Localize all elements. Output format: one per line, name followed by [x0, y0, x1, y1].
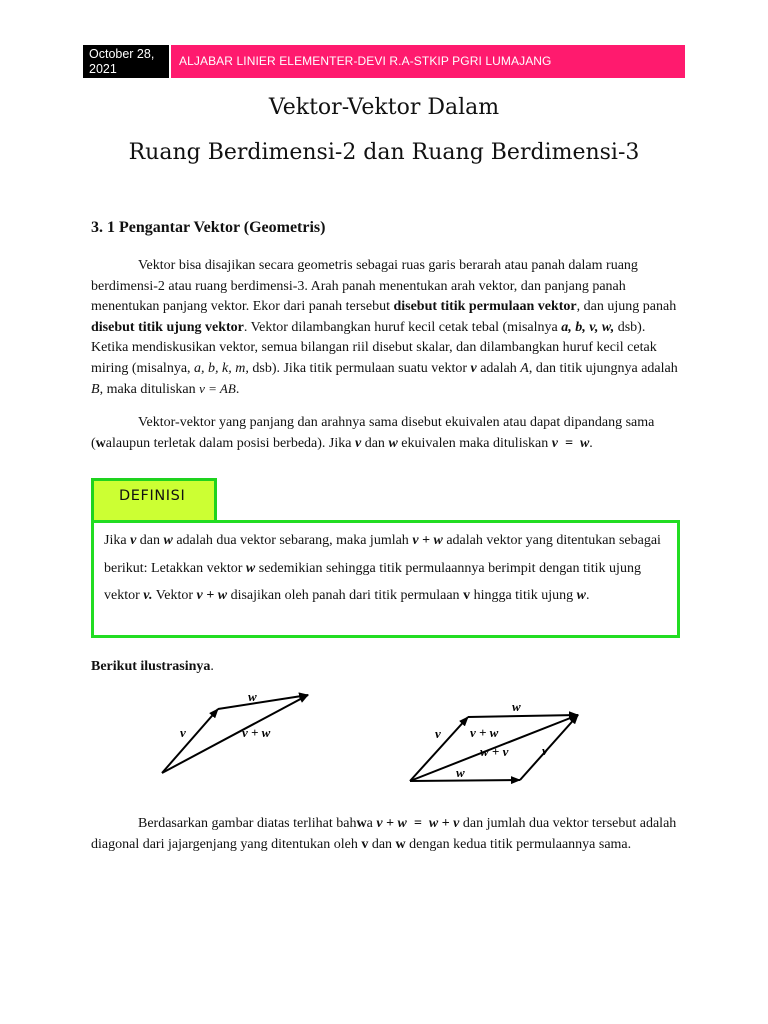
figure-triangle-rule: [162, 689, 308, 773]
text: .: [210, 659, 214, 674]
section-heading: 3. 1 Pengantar Vektor (Geometris): [91, 219, 326, 236]
text: alaupun terletak dalam posisi berbeda). Jika: [105, 435, 355, 451]
math-commutative: v + w = w + v: [376, 816, 460, 831]
bold-term: disebut titik ujung vektor: [91, 319, 244, 335]
label-v-right: v: [542, 743, 548, 758]
text: dan: [136, 533, 164, 548]
text: . Vektor dilambangkan huruf kecil cetak tebal (misalnya: [243, 319, 562, 335]
header-title: ALJABAR LINIER ELEMENTER-DEVI R.A-STKIP PGRI LUMAJANG: [171, 45, 685, 78]
text: , dan ujung panah: [576, 299, 677, 314]
text: Jika: [104, 533, 131, 548]
definition-label: DEFINISI: [91, 478, 217, 520]
header-date: October 28, 2021: [83, 45, 169, 78]
label-v-left: v: [435, 726, 441, 741]
math-w: w: [163, 533, 173, 548]
math-v: v.: [143, 588, 153, 603]
label-v: v: [180, 725, 186, 740]
text: , maka dituliskan: [99, 382, 200, 397]
text: .: [585, 588, 590, 603]
math-v: v: [470, 360, 477, 376]
bold-term: disebut titik permulaan vektor: [393, 299, 577, 314]
text: Vektor bisa disajikan secara geometris sebagai ruas garis berarah atau panah dalam ruang berdimensi-2 atau ruang berdimensi-3. Arah panah menentukan arah vektor, dan panjang panah menentukan panjang vektor. Ekor dari panah tersebut: [91, 258, 638, 314]
text: sedemikian sehingga titik permulaannya berimpit dengan titik ujung vektor: [104, 560, 641, 603]
math-equation: v = w: [551, 435, 590, 451]
text: dsb). Jika titik permulaan suatu vektor: [248, 360, 471, 376]
math-w: w: [245, 560, 256, 576]
math-v-plus-w: v + w: [412, 533, 443, 548]
label-w-plus-v: w + v: [480, 744, 509, 759]
math-A: A: [520, 360, 529, 376]
text: .: [589, 435, 593, 451]
label-w-bottom: w: [456, 765, 465, 780]
text: Berdasarkan gambar diatas terlihat bah: [138, 816, 357, 831]
vector-w-top-arrow: [468, 715, 578, 717]
page-title-line1: Vektor-Vektor Dalam: [268, 95, 500, 120]
math-w: w: [576, 588, 586, 603]
vector-w-bottom-arrow: [410, 780, 520, 781]
text: dan: [361, 435, 389, 451]
text: , dan titik ujungnya adalah: [528, 360, 678, 376]
text: dan: [368, 836, 396, 852]
math-scalars: a, b, k, m,: [194, 360, 249, 376]
bold-letter: w: [395, 836, 406, 852]
math-v-plus-w: v + w: [196, 588, 228, 603]
vector-v-right-arrow: [520, 715, 578, 780]
page-title-line2: Ruang Berdimensi-2 dan Ruang Berdimensi-3: [128, 140, 640, 165]
math-v: v: [355, 435, 362, 451]
text: ekuivalen maka dituliskan: [397, 435, 552, 451]
math-B: B: [91, 382, 100, 397]
math-w: w: [388, 435, 398, 451]
math-v: v: [130, 533, 137, 548]
label-w: w: [248, 689, 257, 704]
math-vectors: a, b, v, w,: [561, 319, 615, 335]
text: Vektor: [152, 588, 197, 603]
bold-letter: v: [463, 588, 471, 603]
math-vector-AB: v = AB: [199, 381, 236, 396]
text: dsb). Ketika mendiskusikan vektor, semua bilangan riil disebut skalar, dan dilambangkan huruf kecil cetak miring (misalnya,: [91, 319, 657, 376]
caption-bold: Berikut ilustrasinya: [91, 659, 211, 674]
text: dan jumlah dua vektor tersebut adalah diagonal dari jajargenjang yang ditentukan oleh: [91, 816, 677, 852]
bold-letter: w: [95, 435, 106, 451]
text: dengan kedua titik permulaannya sama.: [405, 836, 632, 852]
figure-parallelogram-rule: [410, 699, 578, 781]
vector-v-arrow: [162, 709, 218, 773]
label-v-plus-w: v + w: [242, 725, 271, 740]
text: adalah vektor yang ditentukan sebagai berikut: Letakkan vektor: [104, 533, 661, 576]
paragraph-conclusion: [91, 814, 681, 855]
text: hingga titik ujung: [470, 588, 577, 603]
bold-letter: v: [361, 836, 369, 852]
text: adalah: [476, 360, 521, 376]
text: adalah dua vektor sebarang, maka jumlah: [172, 533, 413, 548]
text: disajikan oleh panah dari titik permulaan: [227, 588, 464, 603]
text: a: [366, 816, 377, 831]
text: .: [235, 382, 240, 397]
text: Vektor-vektor yang panjang dan arahnya sama disebut ekuivalen atau dapat dipandang sama (: [91, 415, 655, 451]
label-v-plus-w: v + w: [470, 725, 499, 740]
label-w-top: w: [512, 699, 521, 714]
bold-letter: w: [356, 816, 367, 831]
